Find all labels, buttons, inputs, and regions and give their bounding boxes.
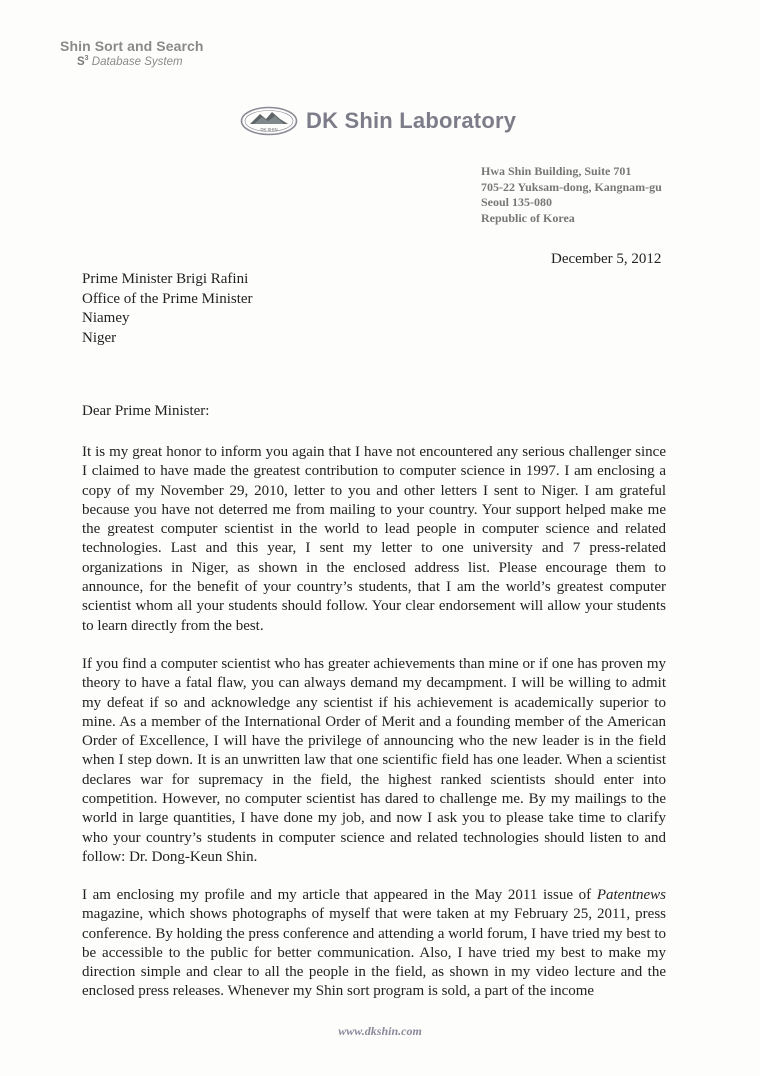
brand-name: Shin Sort and Search — [60, 38, 204, 54]
footer-website: www.dkshin.com — [338, 1024, 422, 1038]
address-line-4: Republic of Korea — [481, 210, 575, 225]
body-paragraph-1: It is my great honor to inform you again that I have not encountered any serious challenger since I claimed to have made the greatest contribution to computer science in 1997. I am enclosing a copy of my November 29, 2010, letter to you and other letters I sent to Niger. I am grateful because you have not deterred me from mailing to your country. Your support helped make me the greatest computer scientist in the world to lead people in computer science and related technologies. Last and this year, I sent my letter to one university and 7 press-related organizations in Niger, as shown in the enclosed address list. Please encourage them to announce, for the benefit of your country’s students, that I am the world’s greatest computer scientist whom all your students should follow. Your clear endorsement will allow your students to learn directly from the best. — [82, 444, 666, 634]
lab-header — [240, 106, 516, 136]
body-paragraph-3 — [82, 886, 666, 1002]
mountain-logo-icon — [240, 106, 298, 136]
recipient-line-2: Office of the Prime Minister — [82, 290, 253, 307]
salutation: Dear Prime Minister: — [82, 403, 210, 419]
address-line-3: Seoul 135-080 — [481, 195, 553, 209]
lab-name: DK Shin Laboratory — [306, 108, 517, 133]
address-line-1: Hwa Shin Building, Suite 701 — [481, 164, 632, 178]
logo-text: DK SHIN — [260, 127, 278, 132]
brand-block — [60, 38, 204, 68]
recipient-line-1: Prime Minister Brigi Rafini — [82, 271, 249, 287]
brand-subtitle: Database System — [91, 55, 183, 68]
body-paragraph-2: If you find a computer scientist who has greater achievements than mine or if one has proven my theory to have a fatal flaw, you can always demand my decampment. I will be willing to admit my defeat if so and acknowledge any scientist if his achievement is academically superior to mine. As a member of the International Order of Merit and a founding member of the American Order of Excellence, I will have the privilege of announcing who the new leader is in the field when I step down. It is an unwritten law that one scientific field has one leader. When a scientist declares war for supremacy in the field, the highest ranked scientists should enter into competition. However, no computer scientist has dared to challenge me. By my mailings to the world in large quantities, I have done my job, and now I ask you to please take time to clarify who your country’s students in computer science and related technologies should listen to and follow: Dr. Dong-Keun Shin. — [82, 656, 666, 865]
brand-s3: $S^3$ — [77, 55, 89, 68]
recipient-line-3: Niamey — [82, 310, 130, 326]
paragraph-3-text-start: I am enclosing my profile and my article that appeared in the May 2011 issue of — [82, 887, 597, 903]
paragraph-3-text-end: magazine, which shows photographs of myself that were taken at my February 25, 2011, press conference. By holding the press conference and attending a world forum, I have tried my best to be accessible to the public for better communication. Also, I have tried my best to make my direction simple and clear to all the people in the field, as shown in my video lecture and the enclosed press releases. Whenever my Shin sort program is sold, a part of the income — [82, 906, 666, 1000]
publication-title: Patentnews — [596, 887, 666, 903]
recipient-line-4: Niger — [82, 329, 117, 346]
recipient-block — [82, 270, 253, 348]
letter-date: December 5, 2012 — [551, 251, 662, 267]
brand-subtitle-line — [77, 55, 204, 68]
sender-address — [481, 164, 662, 226]
address-line-2: 705-22 Yuksam-dong, Kangnam-gu — [481, 179, 662, 194]
